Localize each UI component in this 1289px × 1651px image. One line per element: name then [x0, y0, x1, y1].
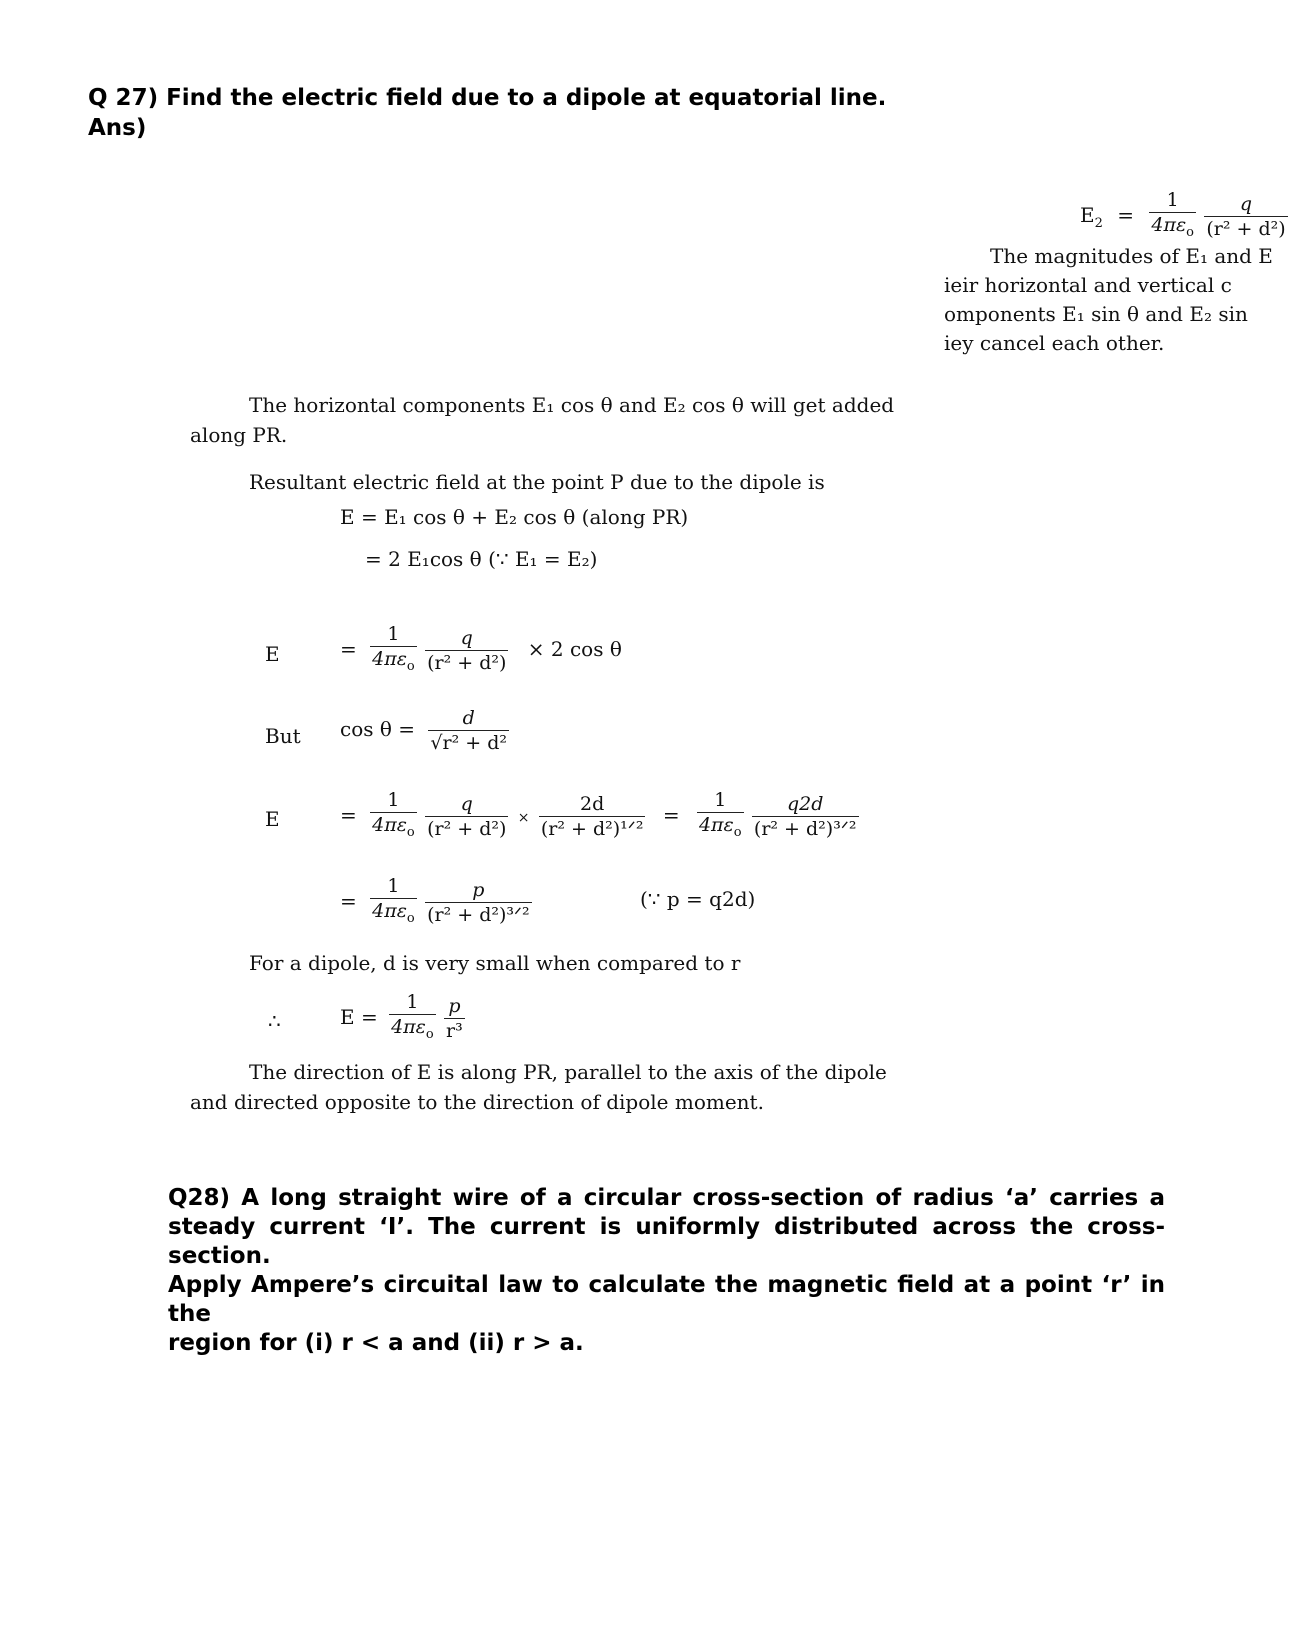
excerpt-line-2: ieir horizontal and vertical c: [944, 273, 1232, 297]
horizontal-components-line2: along PR.: [190, 423, 288, 447]
since-p-note: (∵ p = q2d): [640, 887, 756, 911]
fraction-one-over-4pieps: $\frac{1}{4\pi\varepsilon_o}$: [370, 622, 417, 679]
q28-line-2: steady current ‘I’. The current is uniformly distributed across the cross-section.: [168, 1214, 1165, 1269]
fraction-one-over-4pieps-3: $\frac{1}{4\pi\varepsilon_o}$: [697, 788, 744, 845]
e2-fraction-1: $\frac{1}{4\pi\varepsilon_o}$: [1149, 188, 1196, 245]
direction-line2: and directed opposite to the direction of dipole moment.: [190, 1090, 764, 1114]
equation-double: = 2 E₁cos θ (∵ E₁ = E₂): [365, 547, 598, 571]
fraction-cos: $\frac{d}{\text{√r² + d²}}$: [430, 707, 507, 754]
equation-sum: E = E₁ cos θ + E₂ cos θ (along PR): [340, 505, 689, 529]
small-d-text: For a dipole, d is very small when compared to r: [249, 951, 741, 975]
equation-e-first: = $\frac{1}{4\pi\varepsilon_o}$ $\frac{q}{\text{(r² + d²)}}$ × 2 cos θ: [340, 622, 622, 679]
fraction-q2d: $\frac{q2d}{\text{(r² + d²)³ᐟ²}}$: [753, 792, 857, 840]
direction-line1: The direction of E is along PR, parallel to the axis of the dipole: [249, 1060, 887, 1084]
cropped-excerpt: [930, 170, 1286, 370]
fraction-p: $\frac{p}{\text{(r² + d²)³ᐟ²}}$: [427, 878, 530, 926]
horizontal-components-line1: The horizontal components E₁ cos θ and E₂ cos θ will get added: [249, 393, 895, 417]
e2-fraction-2: $\frac{q}{\text{(r² + d²)}}$: [1206, 192, 1286, 240]
e-label-1: E: [265, 642, 280, 666]
equation-final: E = $\frac{1}{4\pi\varepsilon_o}$ $\frac{p}{\text{r³}}$: [340, 990, 466, 1047]
but-label: But: [265, 724, 301, 748]
equation-e-third: = $\frac{1}{4\pi\varepsilon_o}$ $\frac{p}{\text{(r² + d²)³ᐟ²}}$: [340, 874, 533, 931]
fraction-2d: $\frac{2d}{\text{(r² + d²)¹ᐟ²}}$: [540, 792, 644, 840]
equation-e-second: = $\frac{1}{4\pi\varepsilon_o}$ $\frac{q}{\text{(r² + d²)}}$ × $\frac{2d}{\text{(r² + d²)¹ᐟ²}}$ = $\frac{1}{4\pi\varepsilon_o}$ $\frac{q2d}{\text{(r² + d²)³ᐟ²}}$: [340, 788, 860, 845]
q28-line-3: Apply Ampere’s circuital law to calculate the magnetic field at a point ‘r’ in the: [168, 1272, 1165, 1327]
e2-equation: $E_2$ = $\frac{1}{4\pi\varepsilon_o}$ $\frac{q}{\text{(r² + d²)}}$: [1080, 188, 1289, 245]
fraction-q-over-r2d2-2: $\frac{q}{\text{(r² + d²)}}$: [427, 792, 507, 840]
fraction-one-over-4pieps-4: $\frac{1}{4\pi\varepsilon_o}$: [370, 874, 417, 931]
q27-answer-label: Ans): [88, 115, 147, 141]
excerpt-line-3: omponents E₁ sin θ and E₂ sin: [944, 302, 1248, 326]
q28-line-4: region for (i) r < a and (ii) r > a.: [168, 1330, 584, 1356]
equation-cos: cos θ = $\frac{d}{\text{√r² + d²}}$: [340, 707, 507, 754]
fraction-final-1: $\frac{1}{4\pi\varepsilon_o}$: [389, 990, 436, 1047]
q28-question: [168, 1184, 1165, 1358]
resultant-field-text: Resultant electric field at the point P due to the dipole is: [249, 470, 825, 494]
therefore-symbol: ∴: [268, 1009, 281, 1033]
excerpt-line-1: The magnitudes of E₁ and E: [990, 244, 1273, 268]
excerpt-line-4: iey cancel each other.: [944, 331, 1165, 355]
q27-title: Q 27) Find the electric field due to a dipole at equatorial line.: [88, 85, 887, 111]
fraction-final-2: $\frac{p}{\text{r³}}$: [446, 994, 463, 1042]
fraction-q-over-r2d2: $\frac{q}{\text{(r² + d²)}}$: [427, 626, 507, 674]
q28-line-1: Q28) A long straight wire of a circular cross-section of radius ‘a’ carries a: [168, 1185, 1165, 1211]
fraction-one-over-4pieps-2: $\frac{1}{4\pi\varepsilon_o}$: [370, 788, 417, 845]
e-label-2: E: [265, 807, 280, 831]
